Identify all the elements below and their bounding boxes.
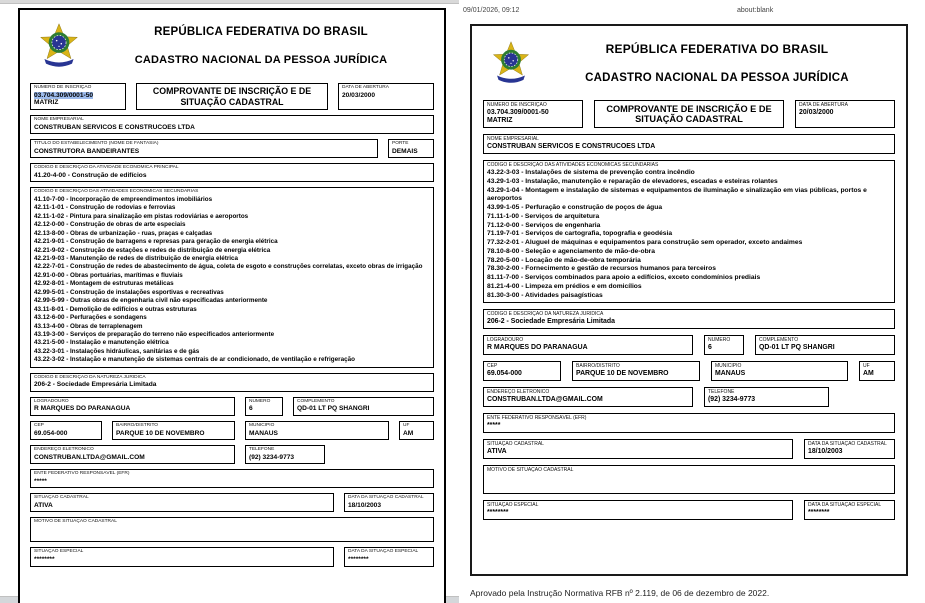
field-value: 206-2 - Sociedade Empresária Limitada <box>487 318 615 326</box>
field-value: MANAUS <box>249 429 278 437</box>
field-value: (92) 3234-9773 <box>249 453 295 461</box>
field-value: R MARQUES DO PARANAGUA <box>34 405 131 413</box>
field-label: DATA DA SITUAÇÃO ESPECIAL <box>348 549 419 555</box>
field-cep <box>30 421 102 440</box>
field-row <box>30 373 434 392</box>
field-label: CEP <box>34 423 44 429</box>
cnpj-number: 03.704.309/0001-50 <box>487 109 549 116</box>
field-row <box>483 361 895 381</box>
field-label: NÚMERO DE INSCRIÇÃO <box>487 102 547 108</box>
matriz-value: MATRIZ <box>487 117 513 124</box>
cnpj-registry-title: CADASTRO NACIONAL DA PESSOA JURÍDICA <box>585 72 849 84</box>
document-header <box>30 14 434 78</box>
field-value: ******** <box>348 555 369 563</box>
field-logradouro <box>30 397 235 416</box>
field-efr <box>483 413 895 433</box>
activity-item: 42.21-9-02 - Construção de estações e redes de distribuição de energia elétrica <box>34 246 271 254</box>
activity-item: 71.19-7-01 - Serviços de cartografia, topografia e geodésia <box>487 230 673 238</box>
field-value: CONSTRUBAN.LTDA@GMAIL.COM <box>34 453 145 461</box>
field-row <box>30 115 434 134</box>
activity-item: 43.22-3-03 - Instalações de sistema de prevenção contra incêndio <box>487 169 695 176</box>
field-value: AM <box>863 370 874 378</box>
field-value: CONSTRUBAN SERVICOS E CONSTRUCOES LTDA <box>34 123 195 131</box>
field-value: 41.20-4-00 - Construção de edifícios <box>34 171 147 179</box>
field-label: CÓDIGO E DESCRIÇÃO DA ATIVIDADE ECONÔMICA PRINCIPAL <box>34 165 179 171</box>
field-efr <box>30 469 434 488</box>
field-cep <box>483 361 561 381</box>
field-label: TELEFONE <box>708 389 735 396</box>
field-label: SITUAÇÃO ESPECIAL <box>34 549 84 555</box>
field-value: ***** <box>34 477 47 485</box>
field-row <box>483 500 895 520</box>
field-label: DATA DA SITUAÇÃO CADASTRAL <box>808 441 887 448</box>
field-logradouro <box>483 335 693 355</box>
field-porte <box>388 139 434 158</box>
field-value: 6 <box>249 405 253 413</box>
activity-item: 43.22-3-02 - Instalação e manutenção de sistemas centrais de ar condicionado, de ventilação e refrigeração <box>34 356 355 364</box>
field-data-abertura <box>338 83 434 110</box>
field-row <box>483 387 895 407</box>
field-value: 69.054-000 <box>34 429 68 437</box>
print-url-title: about:blank <box>737 7 774 14</box>
field-label: CÓDIGO E DESCRIÇÃO DA NATUREZA JURÍDICA <box>487 311 604 318</box>
activity-item: 78.10-8-00 - Seleção e agenciamento de mão-de-obra <box>487 247 655 255</box>
field-municipio <box>711 361 848 381</box>
field-label: NÚMERO <box>708 337 731 344</box>
field-natureza-juridica <box>30 373 434 392</box>
approval-note: Aprovado pela Instrução Normativa RFB nº 2.119, de 06 de dezembro de 2022. <box>470 588 770 598</box>
field-value: PARQUE 10 DE NOVEMBRO <box>576 370 669 378</box>
field-value: 20/03/2000 <box>342 91 376 99</box>
field-value: 6 <box>708 344 712 352</box>
activity-item: 71.11-1-00 - Serviços de arquitetura <box>487 212 600 220</box>
field-data-situacao-cadastral <box>344 493 434 512</box>
field-row <box>30 493 434 512</box>
activity-item: 81.21-4-00 - Limpeza em prédios e em domicílios <box>487 282 642 290</box>
document-titles <box>88 26 434 66</box>
field-label: UF <box>863 363 870 370</box>
field-situacao-cadastral <box>483 439 793 459</box>
field-value <box>34 92 122 100</box>
field-label: UF <box>403 423 410 429</box>
secondary-activities-list <box>34 196 430 365</box>
field-value: ATIVA <box>34 501 53 509</box>
activity-item: 42.22-7-01 - Construção de redes de abastecimento de água, coleta de esgoto e construções correlatas, exceto obras de irrigação <box>34 263 423 271</box>
field-row <box>30 547 434 566</box>
field-complemento <box>755 335 895 355</box>
field-label: CÓDIGO E DESCRIÇÃO DAS ATIVIDADES ECONÔMICAS SECUNDÁRIAS <box>487 162 659 168</box>
field-label: BAIRRO/DISTRITO <box>116 423 159 429</box>
field-label: ENDEREÇO ELETRÔNICO <box>34 447 94 453</box>
field-bairro <box>572 361 700 381</box>
activity-item: 78.20-5-00 - Locação de mão-de-obra temporária <box>487 256 641 264</box>
activity-item: 43.29-1-04 - Montagem e instalação de sistemas e equipamentos de iluminação e sinalização em vias públicas, portos e aeroportos <box>487 186 867 203</box>
field-value: ******** <box>808 509 830 517</box>
field-value: 206-2 - Sociedade Empresária Limitada <box>34 381 157 389</box>
activity-item: 42.11-1-01 - Construção de rodovias e ferrovias <box>34 204 176 212</box>
field-uf <box>399 421 434 440</box>
field-municipio <box>245 421 389 440</box>
field-label: MUNICÍPIO <box>715 363 742 370</box>
activity-item: 43.12-6-00 - Perfurações e sondagens <box>34 314 147 322</box>
field-complemento <box>293 397 434 416</box>
republic-title: REPÚBLICA FEDERATIVA DO BRASIL <box>605 42 829 56</box>
field-value: ******** <box>487 509 509 517</box>
field-situacao-cadastral <box>30 493 334 512</box>
field-value: CONSTRUBAN SERVICOS E CONSTRUCOES LTDA <box>487 143 656 150</box>
field-value: 20/03/2000 <box>799 109 834 116</box>
field-label: PORTE <box>392 141 409 147</box>
field-row <box>30 139 434 158</box>
field-row <box>30 187 434 368</box>
field-row <box>483 134 895 154</box>
field-row <box>483 100 895 128</box>
activity-item: 43.21-5-00 - Instalação e manutenção elétrica <box>34 339 169 347</box>
field-row <box>483 309 895 329</box>
field-value: AM <box>403 429 414 437</box>
activity-item: 42.99-5-99 - Outras obras de engenharia civil não especificadas anteriormente <box>34 297 268 305</box>
activity-item: 43.99-1-05 - Perfuração e construção de poços de água <box>487 204 663 211</box>
field-motivo-situacao <box>483 465 895 494</box>
field-value: (92) 3234-9773 <box>708 396 756 404</box>
activity-item: 41.10-7-00 - Incorporação de empreendimentos imobiliários <box>34 195 213 203</box>
field-label: ENDEREÇO ELETRÔNICO <box>487 389 550 396</box>
field-value: R MARQUES DO PARANAGUA <box>487 344 588 352</box>
activity-item: 43.13-4-00 - Obras de terraplenagem <box>34 322 143 330</box>
field-atividades-secundarias <box>483 160 895 303</box>
field-value: 18/10/2003 <box>348 501 382 509</box>
brazil-coat-of-arms-icon <box>36 22 82 70</box>
activity-item: 42.21-9-03 - Manutenção de redes de distribuição de energia elétrica <box>34 254 239 262</box>
field-label: MOTIVO DE SITUAÇÃO CADASTRAL <box>34 519 117 525</box>
field-value: CONSTRUBAN.LTDA@GMAIL.COM <box>487 396 603 404</box>
field-data-situacao-cadastral <box>804 439 895 459</box>
field-telefone <box>245 445 325 464</box>
field-value: PARQUE 10 DE NOVEMBRO <box>116 429 205 437</box>
field-label: DATA DA SITUAÇÃO CADASTRAL <box>348 495 424 501</box>
activity-item: 43.29-1-03 - Instalação, manutenção e reparação de elevadores, escadas e esteiras rolantes <box>487 177 778 185</box>
field-label: SITUAÇÃO CADASTRAL <box>34 495 89 501</box>
field-label: CÓDIGO E DESCRIÇÃO DAS ATIVIDADES ECONÔMICAS SECUNDÁRIAS <box>34 189 199 195</box>
cnpj-registry-title: CADASTRO NACIONAL DA PESSOA JURÍDICA <box>134 54 388 66</box>
field-row <box>483 439 895 459</box>
field-label: DATA DA SITUAÇÃO ESPECIAL <box>808 502 882 509</box>
field-label: TÍTULO DO ESTABELECIMENTO (NOME DE FANTASIA) <box>34 141 159 147</box>
field-uf <box>859 361 895 381</box>
field-row <box>30 163 434 182</box>
field-value: 18/10/2003 <box>808 448 843 456</box>
field-label: TELEFONE <box>249 447 275 453</box>
field-row <box>483 465 895 494</box>
field-label: BAIRRO/DISTRITO <box>576 363 620 370</box>
field-row <box>30 469 434 488</box>
field-label: MOTIVO DE SITUAÇÃO CADASTRAL <box>487 467 574 474</box>
document-header <box>483 32 895 94</box>
comprovante-title-box: COMPROVANTE DE INSCRIÇÃO E DE SITUAÇÃO CADASTRAL <box>594 100 784 128</box>
document-titles <box>539 42 895 84</box>
field-label: LOGRADOURO <box>34 398 69 404</box>
field-numero <box>245 397 283 416</box>
field-label: DATA DE ABERTURA <box>342 85 389 90</box>
field-row <box>483 413 895 433</box>
field-data-situacao-especial <box>344 547 434 566</box>
field-value: QD-01 LT PQ SHANGRI <box>759 344 835 352</box>
field-label: NOME EMPRESARIAL <box>34 117 84 122</box>
field-label: NÚMERO <box>249 398 271 404</box>
field-value: 69.054-000 <box>487 370 522 378</box>
cnpj-document-right <box>470 24 908 576</box>
field-motivo-situacao <box>30 517 434 542</box>
field-numero-inscricao <box>483 100 583 128</box>
field-row <box>30 421 434 440</box>
activity-item: 42.21-9-01 - Construção de barragens e represas para geração de energia elétrica <box>34 238 278 246</box>
field-label: NÚMERO DE INSCRIÇÃO <box>34 85 92 90</box>
field-email <box>30 445 235 464</box>
republic-title: REPÚBLICA FEDERATIVA DO BRASIL <box>154 26 368 38</box>
field-situacao-especial <box>30 547 334 566</box>
field-row <box>30 445 434 464</box>
field-label: COMPLEMENTO <box>297 398 335 404</box>
secondary-activities-list <box>487 169 891 300</box>
activity-item: 78.30-2-00 - Fornecimento e gestão de recursos humanos para terceiros <box>487 265 716 273</box>
activity-item: 71.12-0-00 - Serviços de engenharia <box>487 221 601 229</box>
field-row <box>30 397 434 416</box>
window-top-edge <box>0 0 459 4</box>
cnpj-number-highlighted: 03.704.309/0001-50 <box>34 91 94 99</box>
activity-item: 42.91-0-00 - Obras portuárias, marítimas e fluviais <box>34 271 183 279</box>
activity-item: 81.11-7-00 - Serviços combinados para apoio a edifícios, exceto condomínios prediais <box>487 274 761 281</box>
brazil-coat-of-arms-icon <box>489 40 533 86</box>
field-value: ***** <box>487 422 501 430</box>
activity-item: 81.30-3-00 - Atividades paisagísticas <box>487 291 603 299</box>
field-value: MANAUS <box>715 370 746 378</box>
activity-item: 42.12-0-00 - Construção de obras de arte especiais <box>34 221 186 229</box>
field-row <box>30 83 434 110</box>
print-timestamp: 09/01/2026, 09:12 <box>463 7 520 14</box>
field-value: CONSTRUTORA BANDEIRANTES <box>34 147 140 155</box>
activity-item: 42.92-8-01 - Montagem de estruturas metálicas <box>34 280 174 288</box>
field-row <box>30 517 434 542</box>
field-nome-empresarial <box>483 134 895 154</box>
field-data-situacao-especial <box>804 500 895 520</box>
field-label: COMPLEMENTO <box>759 337 799 344</box>
field-label: ENTE FEDERATIVO RESPONSÁVEL (EFR) <box>487 415 587 422</box>
field-situacao-especial <box>483 500 793 520</box>
field-telefone <box>704 387 829 407</box>
activity-item: 42.99-5-01 - Construção de instalações esportivas e recreativas <box>34 288 224 296</box>
field-label: CÓDIGO E DESCRIÇÃO DA NATUREZA JURÍDICA <box>34 374 146 380</box>
field-value: QD-01 LT PQ SHANGRI <box>297 405 370 413</box>
matriz-value: MATRIZ <box>34 99 59 107</box>
field-atividades-secundarias <box>30 187 434 368</box>
field-bairro <box>112 421 235 440</box>
field-atividade-principal <box>30 163 434 182</box>
field-label: SITUAÇÃO ESPECIAL <box>487 502 539 509</box>
field-email <box>483 387 693 407</box>
activity-item: 43.11-8-01 - Demolição de edifícios e outras estruturas <box>34 305 197 313</box>
field-label: LOGRADOURO <box>487 337 524 344</box>
field-label: ENTE FEDERATIVO RESPONSÁVEL (EFR) <box>34 471 130 477</box>
field-row <box>483 335 895 355</box>
field-label: MUNICÍPIO <box>249 423 275 429</box>
field-nome-empresarial <box>30 115 434 134</box>
comprovante-title-box: COMPROVANTE DE INSCRIÇÃO E DE SITUAÇÃO CADASTRAL <box>136 83 328 110</box>
cnpj-document-left <box>18 8 446 603</box>
field-numero-inscricao <box>30 83 126 110</box>
field-natureza-juridica <box>483 309 895 329</box>
field-value: DEMAIS <box>392 147 418 155</box>
field-value: ATIVA <box>487 448 507 456</box>
activity-item: 42.11-1-02 - Pintura para sinalização em pistas rodoviárias e aeroportos <box>34 212 249 220</box>
field-label: SITUAÇÃO CADASTRAL <box>487 441 544 448</box>
activity-item: 43.19-3-00 - Serviços de preparação do terreno não especificados anteriormente <box>34 331 275 339</box>
activity-item: 43.22-3-01 - Instalações hidráulicas, sanitárias e de gás <box>34 347 200 355</box>
field-label: NOME EMPRESARIAL <box>487 136 539 142</box>
field-label: DATA DE ABERTURA <box>799 102 848 108</box>
field-value: ******** <box>34 555 55 563</box>
activity-item: 77.32-2-01 - Aluguel de máquinas e equipamentos para construção sem operador, exceto andaimes <box>487 239 803 246</box>
activity-item: 42.13-8-00 - Obras de urbanização - ruas, praças e calçadas <box>34 229 213 237</box>
field-label: CEP <box>487 363 498 370</box>
field-numero <box>704 335 744 355</box>
field-row <box>483 160 895 303</box>
field-nome-fantasia <box>30 139 378 158</box>
field-data-abertura <box>795 100 895 128</box>
